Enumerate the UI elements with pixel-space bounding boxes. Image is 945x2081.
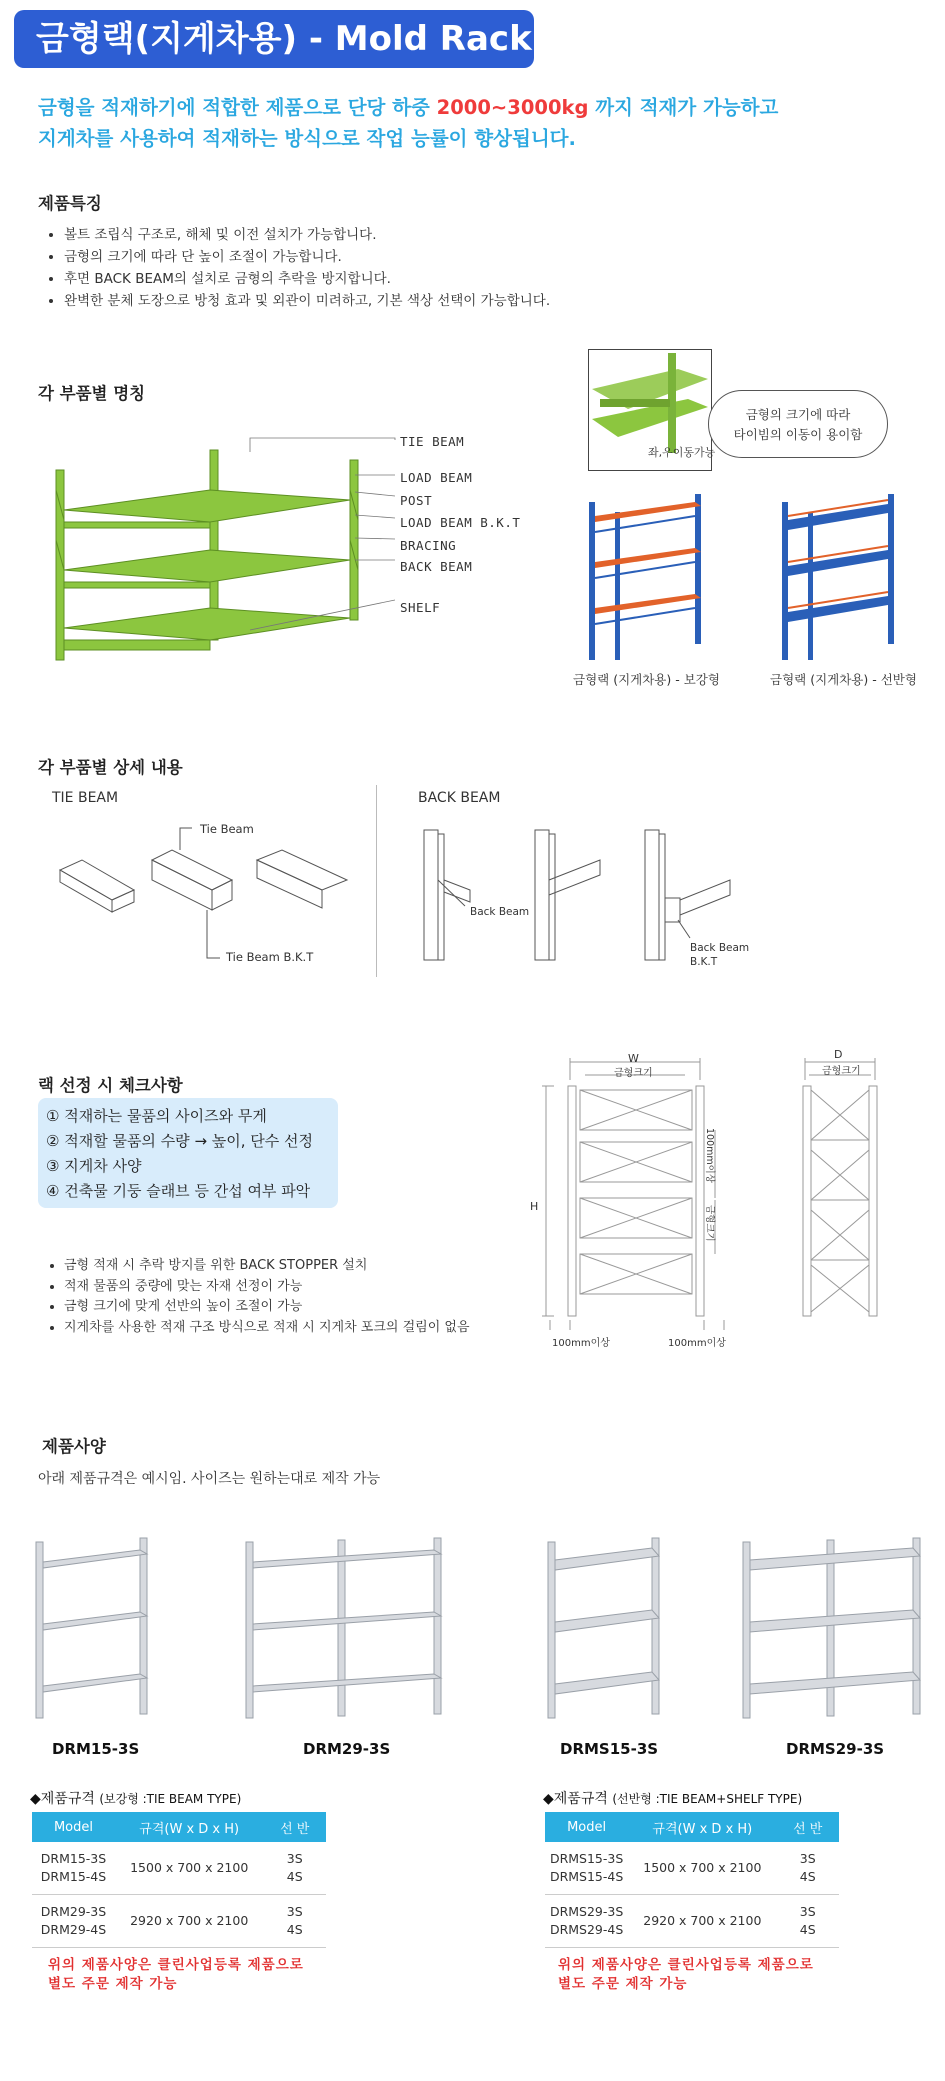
product-image-drms15 [540,1536,700,1722]
dim-w: W [628,1052,639,1065]
list-item: • 볼트 조립식 구조로, 해체 및 이전 설치가 가능합니다. [64,224,740,246]
table-header: Model [32,1812,115,1842]
product-name: DRMS29-3S [786,1740,885,1758]
dim-mold-size: 금형크기 [614,1068,653,1079]
table-row: DRMS15-3S DRMS15-4S 1500 x 700 x 2100 3S 4S [545,1842,839,1895]
list-item: • 금형 크기에 맞게 선반의 높이 조절이 가능 [64,1297,560,1318]
rack-reinforced-image [585,492,710,662]
checklist-item: ③ 지게차 사양 [46,1157,142,1175]
checklist-box [38,1098,338,1208]
label-bracing: BRACING [400,538,457,553]
dim-mold-size-depth: 금형크기 [822,1066,861,1077]
label-post: POST [400,493,433,508]
back-beam-title: BACK BEAM [418,790,501,806]
rack-shelf-image [778,492,903,662]
label-load-beam: LOAD BEAM [400,470,473,485]
parts-title: 각 부품별 명칭 [38,384,146,403]
dim-mold-size-vertical: 금형크기 [704,1205,715,1242]
checklist-item: ④ 건축물 기둥 슬래브 등 간섭 여부 파악 [46,1182,311,1200]
tie-beam-label: Tie Beam [200,822,254,836]
tie-beam-bkt-label: Tie Beam B.K.T [226,950,314,964]
product-image-drms29 [735,1536,935,1722]
info-bubble: 금형의 크기에 따라 타이빔의 이동이 용이함 [708,390,888,458]
spec-table-shelf [545,1812,839,1948]
spec-table-reinforced [32,1812,326,1948]
table-header: 선 반 [776,1812,839,1842]
label-load-beam-bkt: LOAD BEAM B.K.T [400,515,521,530]
checklist-item: ② 적재할 물품의 수량 → 높이, 단수 선정 [46,1132,314,1150]
features-title: 제품특징 [38,194,102,213]
dim-bottom-left: 100mm이상 [552,1338,610,1349]
spec-note: 위의 제품사양은 클린사업등록 제품으로 별도 주문 제작 가능 [48,1957,304,1992]
label-shelf: SHELF [400,600,441,615]
tie-beam-title: TIE BEAM [52,790,119,806]
specs-subtitle: 아래 제품규격은 예시임. 사이즈는 원하는대로 제작 가능 [38,1471,381,1487]
back-beam-label: Back Beam [470,906,530,918]
dim-bottom-right: 100mm이상 [668,1338,726,1349]
product-name: DRM29-3S [303,1740,391,1758]
list-item: • 금형의 크기에 따라 단 높이 조절이 가능합니다. [64,246,740,268]
list-item: • 금형 적재 시 추락 방지를 위한 BACK STOPPER 설치 [64,1256,560,1277]
intro-text: 금형을 적재하기에 적합한 제품으로 단당 하중 2000~3000kg 까지 적재가 가능하고 지게차를 사용하여 적재하는 방식으로 작업 능률이 향상됩니다. [38,96,779,150]
variant-caption-reinforced: 금형랙 (지게차용) - 보강형 [573,672,720,687]
product-image-drm15 [28,1536,188,1722]
product-image-drm29 [238,1536,458,1722]
label-back-beam: BACK BEAM [400,559,473,574]
table-header: 선 반 [263,1812,326,1842]
features-list [40,224,740,312]
detail-caption: 좌,우이동가능 [648,446,716,459]
side-dimension-diagram [795,1050,895,1350]
page-title: 금형랙(지게차용) - Mold Rack [14,10,534,68]
dim-clearance-top: 100mm이상 [704,1128,715,1183]
checklist-title: 랙 선정 시 체크사항 [38,1076,183,1095]
specs-title: 제품사양 [42,1437,106,1456]
details-title: 각 부품별 상세 내용 [38,758,183,777]
divider [376,785,377,977]
checklist-item: ① 적재하는 물품의 사이즈와 무게 [46,1107,267,1125]
back-beam-bkt-label-2: B.K.T [690,956,718,968]
spec-note: 위의 제품사양은 클린사업등록 제품으로 별도 주문 제작 가능 [558,1957,814,1992]
tie-beam-diagram [52,820,362,970]
table-header: 규격(W x D x H) [628,1812,776,1842]
table-header: Model [545,1812,628,1842]
list-item: • 지게차를 사용한 적재 구조 방식으로 적재 시 지게차 포크의 걸림이 없음 [64,1318,560,1339]
label-tie-beam: TIE BEAM [400,434,465,449]
table-row: DRM29-3S DRM29-4S 2920 x 700 x 2100 3S 4S [32,1895,326,1948]
list-item: • 적재 물품의 중량에 맞는 자재 선정이 가능 [64,1277,560,1298]
product-name: DRMS15-3S [560,1740,659,1758]
front-dimension-diagram [530,1050,760,1350]
checklist-bullets [40,1256,560,1338]
spec-table-title: ◆제품규격 (보강형 :TIE BEAM TYPE) [30,1791,242,1807]
product-name: DRM15-3S [52,1740,140,1758]
list-item: • 완벽한 분체 도장으로 방청 효과 및 외관이 미려하고, 기본 색상 선택이 가능합니다. [64,290,740,312]
load-highlight: 2000~3000kg [436,96,589,119]
back-beam-bkt-label-1: Back Beam [690,942,750,954]
variant-caption-shelf: 금형랙 (지게차용) - 선반형 [770,672,917,687]
dim-h: H [530,1200,539,1213]
table-row: DRMS29-3S DRMS29-4S 2920 x 700 x 2100 3S 4S [545,1895,839,1948]
dim-d: D [834,1048,843,1061]
table-row: DRM15-3S DRM15-4S 1500 x 700 x 2100 3S 4S [32,1842,326,1895]
spec-table-title: ◆제품규격 (선반형 :TIE BEAM+SHELF TYPE) [543,1791,803,1807]
table-header: 규격(W x D x H) [115,1812,263,1842]
list-item: • 후면 BACK BEAM의 설치로 금형의 추락을 방지합니다. [64,268,740,290]
